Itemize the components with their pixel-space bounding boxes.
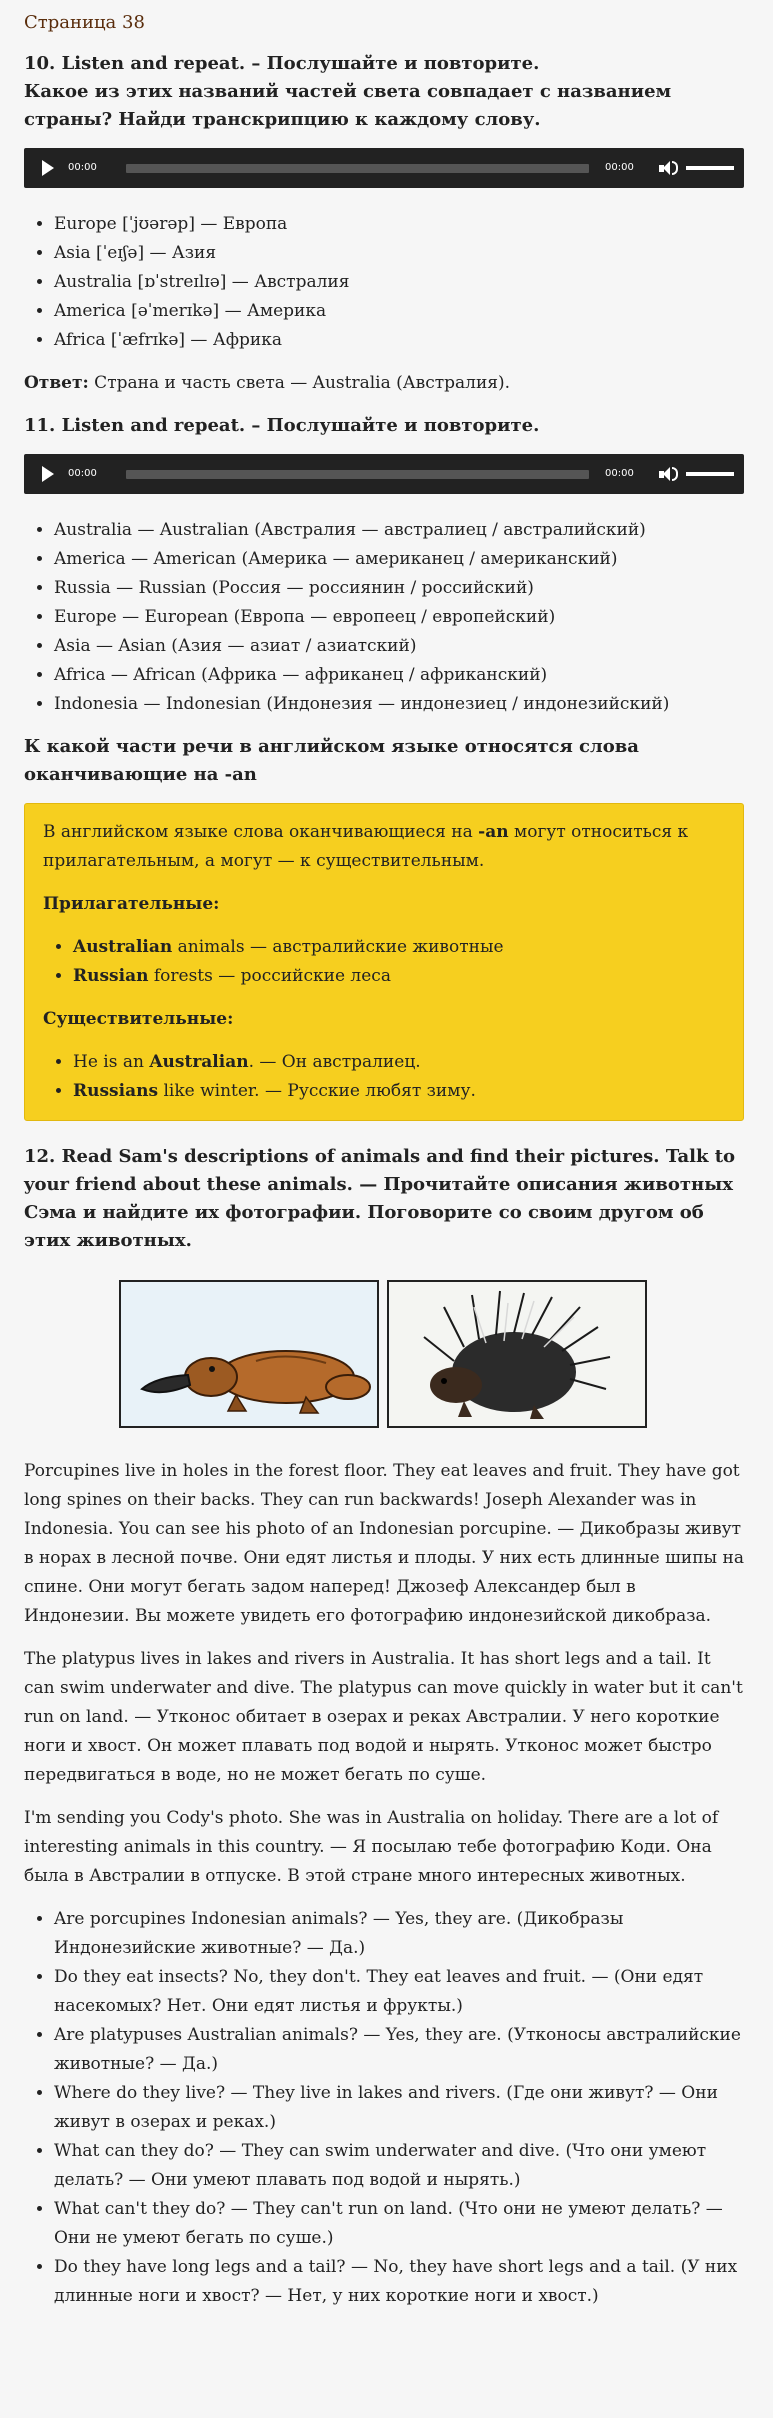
ex10-heading: 10. Listen and repeat. – Послушайте и повторите. (24, 53, 540, 74)
noun-word: Australian (149, 1052, 249, 1072)
list-item (73, 933, 725, 962)
list-item: • Asia [ˈeɪʃə] — Азия (54, 239, 744, 268)
answer-label: Ответ: (24, 373, 89, 393)
ex12-paragraph-3: I'm sending you Cody's photo. She was in Australia on holiday. There are a lot of interesting animals in this country. — Я посылаю тебе фотографию Коди. Она была в Австралии в отпуске. В этой стране много интересных животных. (24, 1808, 719, 1886)
list-item: • Europe [ˈjʊərəp] — Европа (54, 210, 744, 239)
note-intro-text-end: могут относиться к прилагательным, а могут — к существительным. (43, 822, 689, 871)
adj-rest: animals — австралийские животные (172, 937, 504, 957)
noun-rest: like winter. — Русские любят зиму. (158, 1081, 476, 1101)
adj-list (43, 933, 725, 991)
list-item: • What can they do? — They can swim underwater and dive. (Что они умеют делать? — Они умеют плавать под водой и нырять.) (54, 2137, 744, 2195)
note-intro-suffix: -an (478, 822, 509, 842)
ex12-qa-list (24, 1905, 744, 2311)
ex12-paragraph-2: The platypus lives in lakes and rivers in Australia. It has short legs and a tail. It can swim underwater and dive. The platypus can move quickly in water but it can't run on land. — Утконос обитает в озерах и реках Австралии. У него короткие ноги и хвост. Он может плавать под водой и нырять. Утконос может быстро передвигаться в воде, но не может бегать по суше. (24, 1649, 743, 1785)
list-item: • Africa — African (Африка — африканец / африканский) (54, 661, 744, 690)
list-item: • Australia [ɒˈstreɪlɪə] — Австралия (54, 268, 744, 297)
ex10-answer (24, 369, 744, 398)
list-item: • Where do they live? — They live in lakes and rivers. (Где они живут? — Они живут в озерах и реках.) (54, 2079, 744, 2137)
ex10-list (24, 210, 744, 355)
list-item: • Are porcupines Indonesian animals? — Yes, they are. (Дикобразы Индонезийские животные? — Да.) (54, 1905, 744, 1963)
volume-control[interactable] (659, 161, 734, 175)
list-item: • What can't they do? — They can't run on land. (Что они не умеют делать? — Они не умеют бегать по суше.) (54, 2195, 744, 2253)
progress-track[interactable] (126, 164, 589, 173)
list-item: • Europe — European (Европа — европеец / европейский) (54, 603, 744, 632)
list-item (73, 1048, 725, 1077)
list-item: • Do they eat insects? No, they don't. They eat leaves and fruit. — (Они едят насекомых? Нет. Они едят листья и фрукты.) (54, 1963, 744, 2021)
grammar-note (24, 803, 744, 1121)
list-item: • Do they have long legs and a tail? — No, they have short legs and a tail. (У них длинные ноги и хвост? — Нет, у них короткие ноги и хвост.) (54, 2253, 744, 2311)
page-label: Страница 38 (24, 12, 145, 33)
adj-word: Australian (73, 937, 173, 957)
ex11-list (24, 516, 744, 719)
animal-pictures (24, 1277, 744, 1435)
list-item (73, 1077, 725, 1106)
ex12-paragraph-1: Porcupines live in holes in the forest floor. They eat leaves and fruit. They have got long spines on their backs. They can run backwards! Joseph Alexander was in Indonesia. You can see his photo of an Indonesian porcupine. — Дикобразы живут в норах в лесной почве. Они едят листья и плоды. У них есть длинные шипы на спине. Они могут бегать задом наперед! Джозеф Александер был в Индонезии. Вы можете увидеть его фотографию индонезийской дикобраза. (24, 1461, 744, 1626)
volume-control[interactable] (659, 467, 734, 481)
list-item: • Australia — Australian (Австралия — австралиец / австралийский) (54, 516, 744, 545)
list-item: • Africa [ˈæfrɪkə] — Африка (54, 326, 744, 355)
audio-player-1[interactable] (24, 148, 744, 188)
list-item: • Are platypuses Australian animals? — Yes, they are. (Утконосы австралийские животные? — Да.) (54, 2021, 744, 2079)
porcupine-picture (384, 1277, 652, 1435)
noun-word: Russians (73, 1081, 159, 1101)
volume-slider[interactable] (686, 166, 734, 170)
list-item: • Asia — Asian (Азия — азиат / азиатский) (54, 632, 744, 661)
current-time: 00:00 (68, 162, 97, 173)
list-item: • Indonesia — Indonesian (Индонезия — индонезиец / индонезийский) (54, 690, 744, 719)
speaker-icon[interactable] (659, 467, 678, 481)
ex10-question: Какое из этих названий частей света совпадает с названием страны? Найди транскрипцию к каждому слову. (24, 81, 672, 130)
noun-rest: . — Он австралиец. (248, 1052, 421, 1072)
volume-slider[interactable] (686, 472, 734, 476)
audio-player-2[interactable] (24, 454, 744, 494)
list-item: • America — American (Америка — американец / американский) (54, 545, 744, 574)
list-item (73, 962, 725, 991)
content (24, 10, 744, 2311)
adj-title: Прилагательные: (43, 894, 220, 914)
duration-time: 00:00 (605, 162, 634, 173)
adj-rest: forests — российские леса (148, 966, 391, 986)
list-item: • Russia — Russian (Россия — россиянин / российский) (54, 574, 744, 603)
answer-text: Страна и часть света — Australia (Австралия). (88, 373, 511, 393)
noun-title: Существительные: (43, 1009, 234, 1029)
play-icon[interactable] (42, 160, 54, 176)
noun-pre: He is an (73, 1052, 150, 1072)
play-icon[interactable] (42, 466, 54, 482)
ex12-heading: 12. Read Sam's descriptions of animals and find their pictures. Talk to your friend about these animals. — Прочитайте описания животных Сэма и найдите их фотографии. Поговорите со своим другом об этих животных. (24, 1146, 736, 1251)
platypus-picture (116, 1277, 384, 1435)
ex11-heading: 11. Listen and repeat. – Послушайте и повторите. (24, 415, 540, 436)
duration-time: 00:00 (605, 468, 634, 479)
list-item: • America [əˈmerɪkə] — Америка (54, 297, 744, 326)
note-intro (43, 818, 725, 876)
ex11-question: К какой части речи в английском языке относятся слова оканчивающие на -an (24, 736, 639, 785)
adj-word: Russian (73, 966, 149, 986)
speaker-icon[interactable] (659, 161, 678, 175)
current-time: 00:00 (68, 468, 97, 479)
note-intro-text: В английском языке слова оканчивающиеся на (43, 822, 479, 842)
noun-list (43, 1048, 725, 1106)
progress-track[interactable] (126, 470, 589, 479)
